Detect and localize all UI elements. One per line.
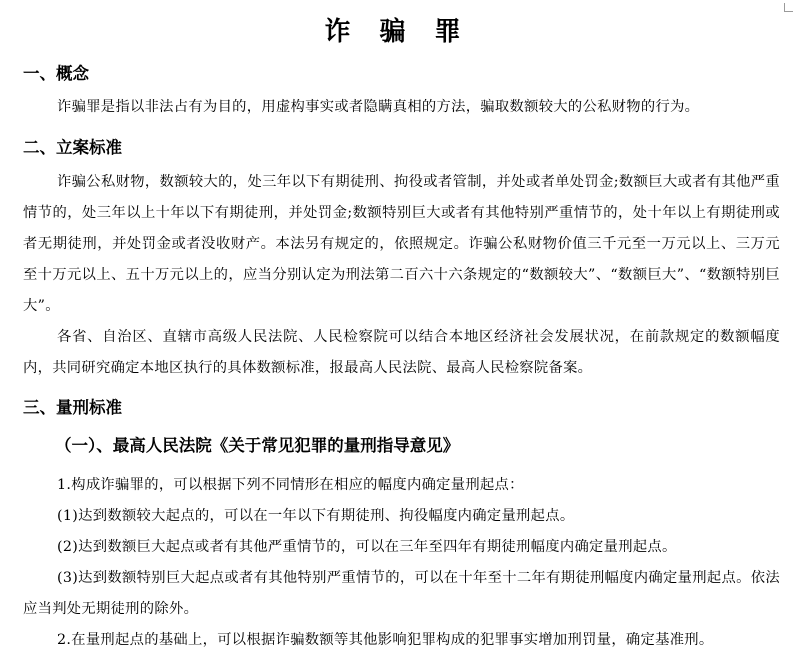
sentencing-item-1-3: (3)达到数额特别巨大起点或者有其他特别严重情节的，可以在十年至十二年有期徒刑幅度内确定量刑起点。依法应当判处无期徒刑的除外。	[23, 570, 780, 617]
subsection-heading-guidance: （一）、最高人民法院《关于常见犯罪的量刑指导意见》	[55, 436, 460, 455]
filing-standard-paragraph-1: 诈骗公私财物，数额较大的，处三年以下有期徒刑、拘役或者管制，并处或者单处罚金;数额巨大或者有其他严重情节的，处三年以上十年以下有期徒刑，并处罚金;数额特别巨大或者有其他特别严重情节的，处十年以上有期徒刑或者无期徒刑，并处罚金或者没收财产。本法另有规定的，依照规定。诈骗公私财物价值三千元至一万元以上、三万元至十万元以上、五十万元以上的，应当分别认定为刑法第二百六十六条规定的“数额较大”、“数额巨大”、“数额特别巨大”。	[23, 174, 780, 314]
section-heading-sentencing-standard: 三、量刑标准	[23, 398, 122, 417]
sentencing-item-2: 2.在量刑起点的基础上，可以根据诈骗数额等其他影响犯罪构成的犯罪事实增加刑罚量，确定基准刑。	[57, 632, 714, 648]
sentencing-item-1: 1.构成诈骗罪的，可以根据下列不同情形在相应的幅度内确定量刑起点：	[57, 477, 524, 493]
concept-paragraph: 诈骗罪是指以非法占有为目的，用虚构事实或者隐瞒真相的方法，骗取数额较大的公私财物的行为。	[57, 99, 700, 115]
page-corner-mark	[784, 3, 793, 12]
document-title: 诈 骗 罪	[324, 17, 471, 47]
sentencing-item-1-2: (2)达到数额巨大起点或者有其他严重情节的，可以在三年至四年有期徒刑幅度内确定量刑起点。	[57, 539, 677, 555]
sentencing-item-1-1: (1)达到数额较大起点的，可以在一年以下有期徒刑、拘役幅度内确定量刑起点。	[57, 508, 575, 524]
section-heading-concept: 一、概念	[23, 64, 89, 83]
section-heading-filing-standard: 二、立案标准	[23, 138, 122, 157]
filing-standard-paragraph-2: 各省、自治区、直辖市高级人民法院、人民检察院可以结合本地区经济社会发展状况，在前款规定的数额幅度内，共同研究确定本地区执行的具体数额标准，报最高人民法院、最高人民检察院备案。	[23, 329, 780, 376]
